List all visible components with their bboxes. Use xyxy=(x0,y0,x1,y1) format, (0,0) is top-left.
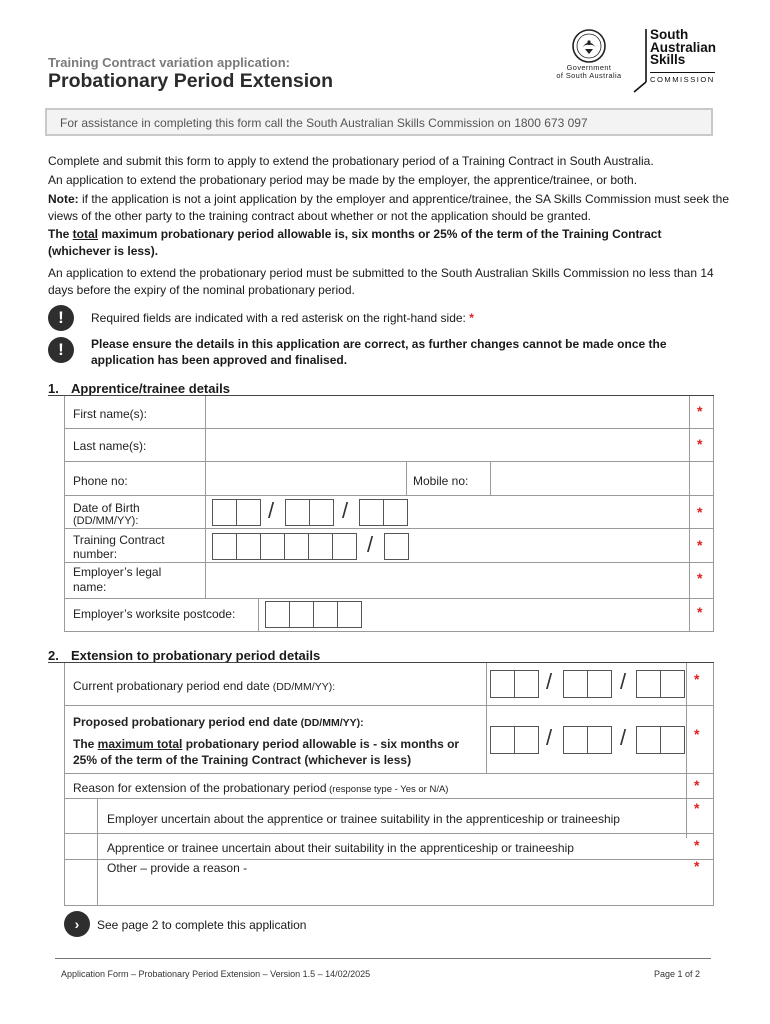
date-separator: / xyxy=(546,669,553,694)
date-digit[interactable] xyxy=(636,670,661,698)
required-asterisk: * xyxy=(694,671,700,687)
date-digit[interactable] xyxy=(660,726,685,754)
footer-rule xyxy=(55,958,711,959)
max-post: probationary period allowable is - six months or 25% of the term of the Training Contract (whichever is less) xyxy=(73,737,460,767)
tc-number-label-line1: Training Contract xyxy=(73,533,165,547)
footer-page-number: Page 1 of 2 xyxy=(654,969,701,979)
mobile-label: Mobile no: xyxy=(413,474,469,488)
required-asterisk: * xyxy=(697,436,703,452)
proposed-end-date-label xyxy=(73,715,364,729)
intro-paragraph-2: An application to extend the probationary period may be made by the employer, the apprentice/trainee, or both. xyxy=(48,173,638,187)
date-separator: / xyxy=(342,498,349,523)
reason-label xyxy=(73,781,448,795)
page-title: Probationary Period Extension xyxy=(48,70,333,92)
exclamation-icon: ! xyxy=(48,305,74,331)
logo-divider xyxy=(628,28,648,94)
max-allowable-note xyxy=(73,736,478,768)
max-pre: The xyxy=(73,737,98,751)
tc-number-digit[interactable] xyxy=(332,533,357,560)
footer-version: Application Form – Probationary Period Extension – Version 1.5 – 14/02/2025 xyxy=(61,969,371,979)
proposed-label-text: Proposed probationary period end date xyxy=(73,715,298,729)
reason-employer-label: Employer uncertain about the apprentice or trainee suitability in the apprenticeship or traineeship xyxy=(107,812,620,826)
tc-number-digit[interactable] xyxy=(384,533,409,560)
reason-other-input[interactable] xyxy=(98,875,686,905)
form-subtitle: Training Contract variation application: xyxy=(48,55,290,70)
required-asterisk: * xyxy=(694,726,700,742)
tc-number-label-line2: number: xyxy=(73,547,118,561)
date-digit[interactable] xyxy=(587,726,612,754)
dob-month-digit[interactable] xyxy=(309,499,334,526)
required-text: Required fields are indicated with a red asterisk on the right-hand side: xyxy=(91,311,466,325)
tc-number-digit[interactable] xyxy=(284,533,309,560)
apprentice-details-table xyxy=(64,396,714,632)
reason-other-label: Other – provide a reason - xyxy=(107,861,248,875)
sa-crest-icon xyxy=(571,28,607,64)
date-digit[interactable] xyxy=(587,670,612,698)
employer-name-input[interactable] xyxy=(207,564,688,597)
date-digit[interactable] xyxy=(563,670,588,698)
max-underlined: maximum total xyxy=(97,737,183,751)
date-digit[interactable] xyxy=(636,726,661,754)
required-asterisk: * xyxy=(694,800,700,816)
chevron-right-icon: › xyxy=(64,911,90,937)
note-label: Note: xyxy=(48,192,79,206)
total-post: maximum probationary period allowable is, six months or 25% of the term of the Training Contract (whichever is less). xyxy=(48,227,662,258)
date-digit[interactable] xyxy=(660,670,685,698)
reason-label-text: Reason for extension of the probationary period xyxy=(73,781,327,795)
dob-label-line2: (DD/MM/YY): xyxy=(73,515,139,527)
last-name-input[interactable] xyxy=(207,430,688,461)
reason-employer-response[interactable] xyxy=(65,799,97,833)
date-digit[interactable] xyxy=(490,726,515,754)
date-digit[interactable] xyxy=(490,670,515,698)
sasc-line1: South xyxy=(650,27,689,42)
employer-name-label-line2: name: xyxy=(73,580,107,594)
tc-number-digit[interactable] xyxy=(236,533,261,560)
tc-number-digit[interactable] xyxy=(260,533,285,560)
postcode-digit[interactable] xyxy=(265,601,290,628)
note-text: if the application is not a joint application by the employer and apprentice/trainee, the SA Skills Commission must seek the views of the other party to the training contract about whether or not the application should be granted. xyxy=(48,192,730,223)
first-name-label: First name(s): xyxy=(73,407,148,421)
date-separator: / xyxy=(268,498,275,523)
date-separator: / xyxy=(620,669,627,694)
mobile-input[interactable] xyxy=(492,463,713,495)
first-name-input[interactable] xyxy=(207,397,688,428)
postcode-digit[interactable] xyxy=(313,601,338,628)
tc-number-digit[interactable] xyxy=(308,533,333,560)
date-digit[interactable] xyxy=(514,726,539,754)
dob-day-digit[interactable] xyxy=(212,499,237,526)
current-label-hint: (DD/MM/YY): xyxy=(269,681,336,693)
required-asterisk: * xyxy=(694,777,700,793)
required-asterisk: * xyxy=(469,311,474,325)
postcode-digit[interactable] xyxy=(289,601,314,628)
current-end-date-label xyxy=(73,679,335,693)
last-name-label: Last name(s): xyxy=(73,439,147,453)
phone-label: Phone no: xyxy=(73,474,128,488)
reason-apprentice-response[interactable] xyxy=(65,834,97,859)
section-1-heading: Apprentice/trainee details xyxy=(71,381,230,396)
required-asterisk: * xyxy=(697,403,703,419)
employer-name-label-line1: Employer’s legal xyxy=(73,565,162,579)
section-1-number: 1. xyxy=(48,381,59,396)
required-asterisk: * xyxy=(694,858,700,874)
dob-label-line1: Date of Birth xyxy=(73,501,140,515)
date-separator: / xyxy=(546,725,553,750)
reason-other-response[interactable] xyxy=(65,860,97,905)
dob-year-digit[interactable] xyxy=(383,499,408,526)
required-fields-note xyxy=(91,311,474,325)
required-asterisk: * xyxy=(697,504,703,520)
postcode-digit[interactable] xyxy=(337,601,362,628)
phone-input[interactable] xyxy=(207,463,405,495)
gov-logo-line1: Government xyxy=(566,63,612,72)
total-pre: The xyxy=(48,227,73,241)
sasc-line2: Australian xyxy=(650,39,717,55)
required-asterisk: * xyxy=(697,604,703,620)
required-asterisk: * xyxy=(697,537,703,553)
assistance-banner: For assistance in completing this form call the South Australian Skills Commission on 1800 673 097 xyxy=(45,108,713,136)
section-2-number: 2. xyxy=(48,648,59,663)
government-logo xyxy=(552,28,626,80)
intro-note xyxy=(48,191,738,225)
dob-month-digit[interactable] xyxy=(285,499,310,526)
tc-number-digit[interactable] xyxy=(212,533,237,560)
date-separator: / xyxy=(620,725,627,750)
intro-paragraph-4: An application to extend the probationary period must be submitted to the South Australian Skills Commission no less than 14 days before the expiry of the nominal probationary period. xyxy=(48,266,714,297)
reason-apprentice-label: Apprentice or trainee uncertain about their suitability in the apprenticeship or traineeship xyxy=(107,841,574,855)
gov-logo-line2: of South Australia xyxy=(556,71,622,80)
postcode-label: Employer’s worksite postcode: xyxy=(73,607,236,621)
exclamation-icon: ! xyxy=(48,337,74,363)
sasc-line3: Skills xyxy=(650,52,686,67)
current-label-text: Current probationary period end date xyxy=(73,679,270,693)
dob-year-digit[interactable] xyxy=(359,499,384,526)
ensure-details-warning: Please ensure the details in this application are correct, as further changes cannot be made once the application has been approved and finalised. xyxy=(91,337,667,367)
next-page-note: See page 2 to complete this application xyxy=(97,918,307,932)
intro-paragraph-1: Complete and submit this form to apply to extend the probationary period of a Training Contract in South Australia. xyxy=(48,154,654,168)
reason-label-hint: (response type - Yes or N/A) xyxy=(326,784,449,795)
date-digit[interactable] xyxy=(514,670,539,698)
total-word: total xyxy=(72,227,99,241)
proposed-label-hint: (DD/MM/YY): xyxy=(297,717,364,729)
intro-total-allowable xyxy=(48,226,688,260)
dob-day-digit[interactable] xyxy=(236,499,261,526)
extension-details-table xyxy=(64,663,714,906)
tc-number-separator: / xyxy=(367,532,374,557)
required-asterisk: * xyxy=(697,570,703,586)
sasc-commission: COMMISSION xyxy=(650,72,715,84)
sasc-logo xyxy=(650,29,716,67)
required-asterisk: * xyxy=(694,837,700,853)
date-digit[interactable] xyxy=(563,726,588,754)
section-2-heading: Extension to probationary period details xyxy=(71,648,321,663)
